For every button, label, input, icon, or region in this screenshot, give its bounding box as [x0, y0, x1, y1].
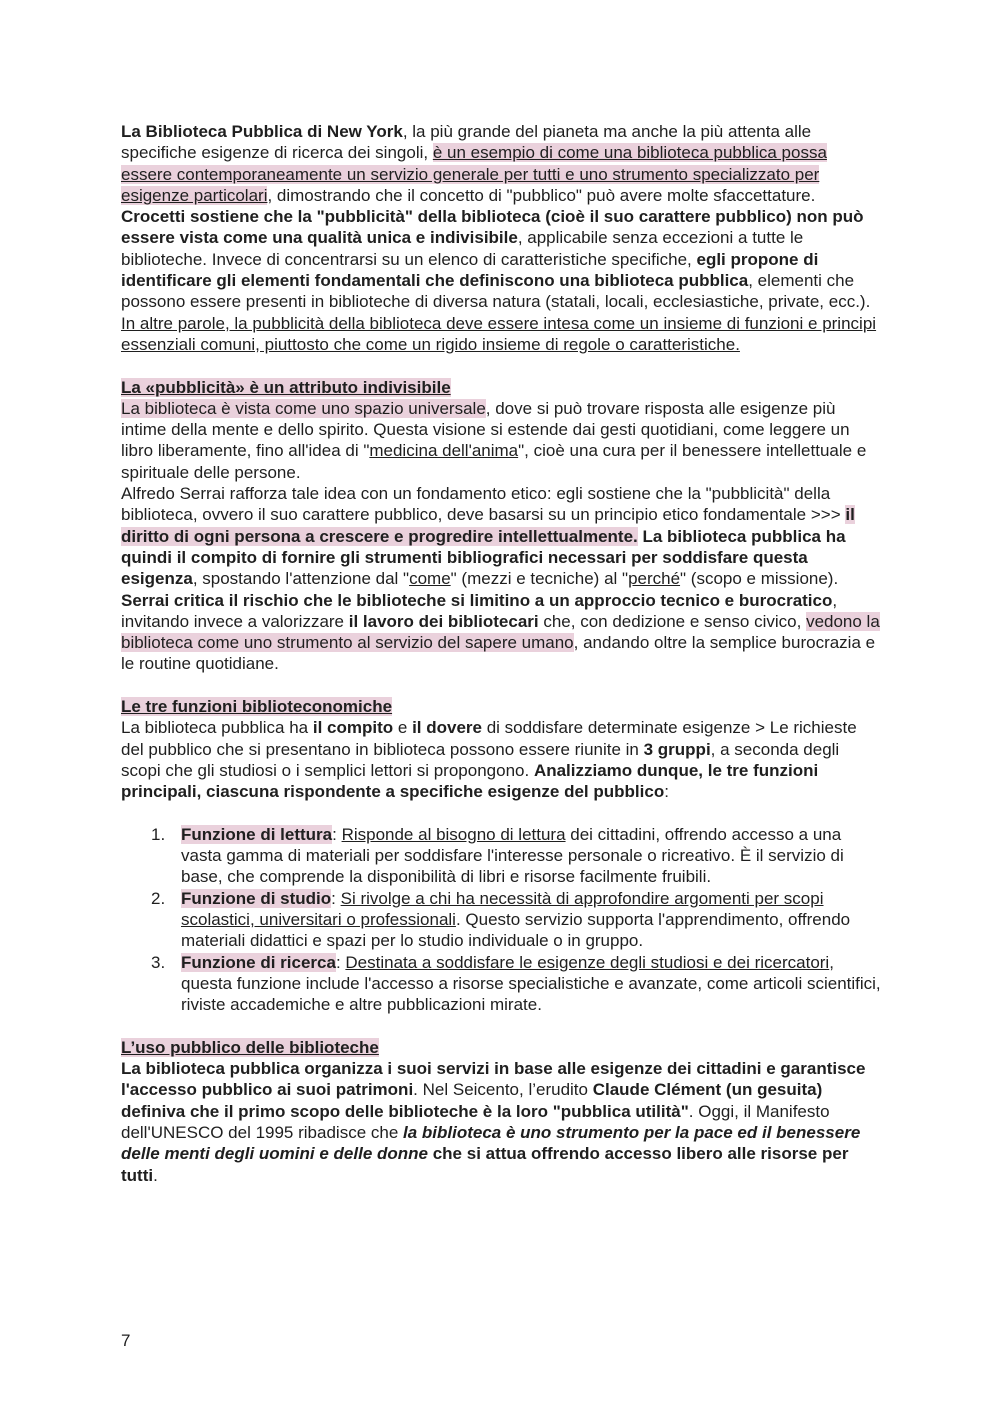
- funzioni-text-3: di soddisfare determinate esigenze > Le richieste del pubblico che si presentano in biblioteca possono essere riunite in: [121, 718, 857, 759]
- function-colon: :: [335, 952, 346, 972]
- serrai-bold: La biblioteca pubblica ha quindi il compito di fornire gli strumenti bibliografici necessari per soddisfare questa esigenza: [121, 526, 846, 589]
- critique-highlight: vedono la biblioteca come uno strumento al servizio del sapere umano: [121, 611, 880, 653]
- funzioni-text-1: La biblioteca pubblica ha: [121, 718, 313, 738]
- intro-tail: , dimostrando che il concetto di "pubblico" può avere molte sfaccettature.: [267, 185, 816, 205]
- funzioni-text-4: , a seconda degli scopi che gli studiosi o i semplici lettori si propongono.: [121, 739, 840, 780]
- perche-underlined: perché: [628, 569, 681, 589]
- page-number: 7: [121, 1331, 131, 1350]
- universal-space-paragraph: [121, 398, 881, 483]
- critique-text-1: , invitando invece a valorizzare: [121, 590, 838, 631]
- medicina-anima-underlined: medicina dell'anima: [369, 441, 519, 461]
- uso-text-2: . Oggi, il Manifesto dell'UNESCO del 1995 ribadisce che: [121, 1101, 830, 1142]
- section-heading-pubblicita-text: La «pubblicità» è un attributo indivisibile: [121, 377, 451, 397]
- function-title: Funzione di studio: [181, 888, 332, 908]
- critique-text-2: che, con dedizione e senso civico,: [538, 611, 807, 631]
- serrai-right-highlight: il diritto di ogni persona a crescere e progredire intellettualmente.: [121, 505, 855, 546]
- function-title: Funzione di ricerca: [181, 952, 336, 972]
- spacer: [121, 1015, 881, 1036]
- function-description: dei cittadini, offrendo accesso a una vasta gamma di materiali per soddisfare l'interesse personale o ricreativo. È il servizio di base, che comprende la disponibilità di libri e risorse facilmente fruibili.: [181, 824, 844, 887]
- list-number: 3.: [151, 952, 166, 972]
- function-underlined: Si rivolge a chi ha necessità di approfondire argomenti per scopi scolastici, universitari o professionali: [181, 888, 824, 929]
- unesco-quote: la biblioteca è uno strumento per la pace ed il benessere delle menti degli uomini e delle donne: [121, 1122, 861, 1164]
- serrai-text-3: " (mezzi e tecniche) al ": [450, 569, 629, 589]
- come-underlined: come: [409, 569, 451, 589]
- clement-bold: Claude Clément (un gesuita) definiva che il primo scopo delle biblioteche è la loro "pubblica utilità": [121, 1080, 823, 1121]
- crocetti-text-2: , elementi che possono essere presenti in biblioteche di diversa natura (statali, locali, ecclesiastiche, private, ecc.).: [121, 271, 871, 312]
- document-page: [121, 121, 881, 1186]
- function-description: . Questo servizio supporta l'apprendimento, offrendo materiali didattici e spazi per lo studio individuale o in gruppo.: [181, 909, 851, 951]
- spacer: [121, 803, 881, 824]
- serrai-text-1: Alfredo Serrai rafforza tale idea con un fondamento etico: egli sostiene che la "pubblicità" della biblioteca, ovvero il suo carattere pubblico, deve basarsi su un principio etico fondamentale >>>: [121, 484, 846, 525]
- analizziamo-bold: Analizziamo dunque, le tre funzioni principali, ciascuna rispondente a specifiche esigenze del pubblico: [121, 760, 819, 802]
- function-underlined: Risponde al bisogno di lettura: [341, 824, 566, 844]
- compito-bold: il compito: [312, 718, 394, 738]
- intro-lead: La Biblioteca Pubblica di New York: [121, 122, 403, 141]
- librarians-bold: il lavoro dei bibliotecari: [348, 611, 539, 631]
- intro-paragraph: [121, 121, 881, 206]
- list-item: [121, 888, 881, 952]
- spacer: [121, 675, 881, 696]
- universal-space-highlight: La biblioteca è vista come uno spazio universale: [121, 398, 486, 418]
- function-underlined: Destinata a soddisfare le esigenze degli studiosi e dei ricercatori: [345, 952, 830, 972]
- serrai-text-4: " (scopo e missione).: [680, 569, 839, 589]
- universal-space-text: , dove si può trovare risposta alle esigenze più intime della mente e dello spirito. Questa visione si estende dai gesti quotidiani, come leggere un libro liberamente, fino all'idea di ": [121, 398, 850, 461]
- function-title: Funzione di lettura: [181, 824, 333, 844]
- list-item: [121, 952, 881, 1016]
- intro-highlight: è un esempio di come una biblioteca pubblica possa essere contemporaneamente un servizio generale per tutti e uno strumento specializzato per esigenze particolari: [121, 143, 827, 205]
- function-colon: :: [332, 824, 342, 844]
- uso-text-1: . Nel Seicento, l’erudito: [413, 1080, 593, 1100]
- function-description: , questa funzione include l'accesso a risorse specialistiche e avanzate, come articoli scientifici, riviste accademiche e altre pubblicazioni mirate.: [181, 952, 881, 1015]
- universal-space-tail: ", cioè una cura per il benessere intellettuale e spirituale delle persone.: [121, 441, 867, 482]
- function-colon: :: [331, 888, 341, 908]
- serrai-critique-paragraph: [121, 590, 881, 675]
- section-heading-uso-pubblico: [121, 1037, 881, 1058]
- section-heading-pubblicita: [121, 377, 881, 398]
- funzioni-intro-paragraph: [121, 717, 881, 802]
- list-number: 1.: [151, 824, 166, 844]
- uso-period: .: [153, 1165, 158, 1185]
- uso-pubblico-paragraph: [121, 1058, 881, 1186]
- spacer: [121, 355, 881, 376]
- uso-bold-1: La biblioteca pubblica organizza i suoi servizi in base alle esigenze dei cittadini e garantisce l'accesso pubblico ai suoi patrimoni: [121, 1059, 866, 1100]
- crocetti-underlined: In altre parole, la pubblicità della biblioteca deve essere intesa come un insieme di funzioni e principi essenziali comuni, piuttosto che come un rigido insieme di regole o caratteristiche.: [121, 313, 877, 354]
- serrai-ethics-paragraph: [121, 483, 881, 589]
- dovere-bold: il dovere: [412, 718, 482, 738]
- list-number: 2.: [151, 888, 166, 908]
- intro-text: , la più grande del pianeta ma anche la più attenta alle specifiche esigenze di ricerca dei singoli,: [121, 122, 812, 163]
- crocetti-bold-1: Crocetti sostiene che la "pubblicità" della biblioteca (cioè il suo carattere pubblico) non può essere vista come una qualità unica e indivisibile: [121, 207, 864, 248]
- funzioni-colon: :: [664, 782, 669, 802]
- uso-bold-2: che si attua offrendo accesso libero alle risorse per tutti: [121, 1144, 849, 1185]
- serrai-text-2: , spostando l'attenzione dal ": [192, 569, 410, 589]
- critique-bold: Serrai critica il rischio che le biblioteche si limitino a un approccio tecnico e burocratico: [121, 590, 833, 610]
- section-heading-uso-pubblico-text: L’uso pubblico delle biblioteche: [121, 1037, 379, 1057]
- crocetti-bold-2: egli propone di identificare gli elementi fondamentali che definiscono una biblioteca pubblica: [121, 249, 819, 291]
- gruppi-bold: 3 gruppi: [643, 739, 711, 759]
- section-heading-funzioni-text: Le tre funzioni biblioteconomiche: [121, 697, 393, 717]
- funzioni-text-2: e: [393, 718, 413, 738]
- functions-list: [121, 824, 881, 1016]
- section-heading-funzioni: [121, 696, 881, 717]
- list-item: [121, 824, 881, 888]
- crocetti-paragraph: [121, 206, 881, 355]
- crocetti-text-1: , applicabile senza eccezioni a tutte le biblioteche. Invece di concentrarsi su un elenco di caratteristiche specifiche,: [121, 228, 804, 269]
- critique-tail: , andando oltre la semplice burocrazia e le routine quotidiane.: [121, 633, 876, 674]
